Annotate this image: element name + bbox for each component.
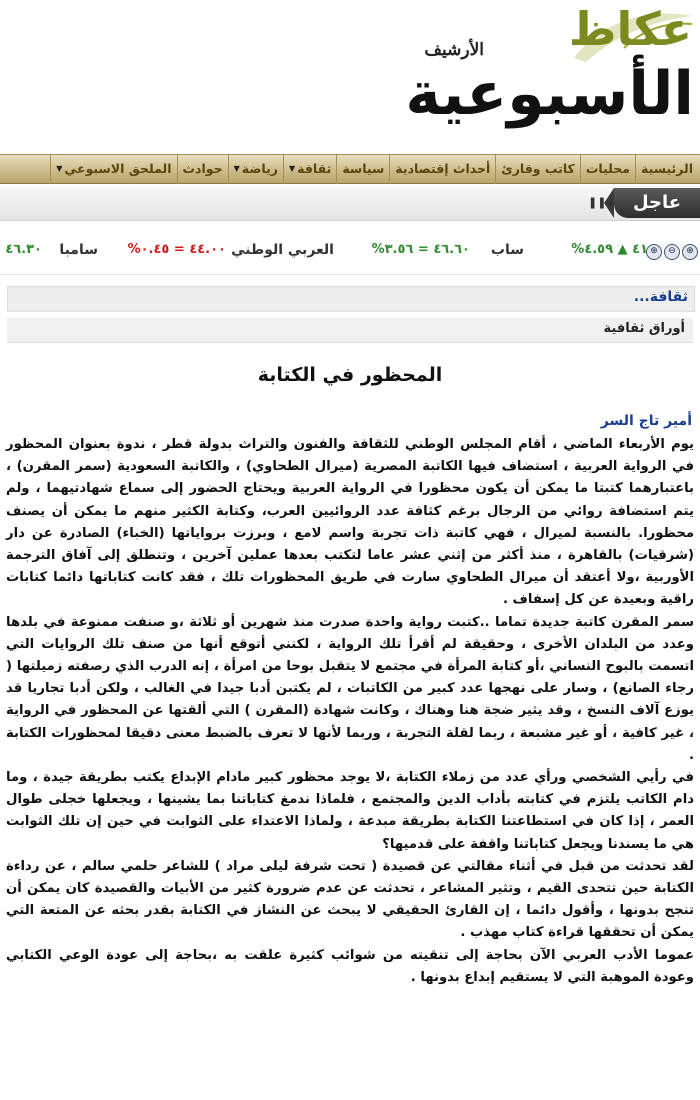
ticker-prev-icon[interactable]: ⊕: [646, 244, 662, 260]
article-paragraph: يوم الأربعاء الماضي ، أقام المجلس الوطني للثقافة والفنون والتراث بدولة قطر ، ندوة بعنوان المحظور في الرواية العربية ، استضاف فيها الكاتبة المصرية (ميرال الطحاوي) ، والكاتبة السعودية (سمر المقرن) ، باعتبارهما كتبتا ما يمكن أن يكون محظورا في الرواية العربية ويحتاج الحضور إلى سماع شهادتيهما ، ولم يتم استضافة روائي من الرجال برغم كثافة عدد الروائيين العرب، وكتابة الكثير منهم ما يمكن أن يصنف محظورا. بالنسبة لميرال ، فهي كاتبة ذات تجربة واسم لامع ، وبرزت برواياتها (الخباء) الصادرة عن دار (شرقيات) بالقاهرة ، منذ أكثر من إثني عشر عاما لتكتب بعدها عملين آخرين ، وتنطلق إلى آفاق الترجمة الأوربية ،ولا أعتقد أن ميرال الطحاوي سارت في طريق المحظورات تلك ، فقد كانت كتاباتها دائما كتابات راقية وبعيدة عن كل إسفاف .: [6, 437, 694, 608]
nav-item-sports[interactable]: [228, 154, 283, 184]
subsection-title: أوراق ثقافية: [603, 321, 685, 336]
nav-item-label: أحداث إقتصادية: [395, 161, 491, 176]
section-header: [7, 286, 695, 312]
breaking-label: عاجل: [614, 188, 700, 218]
nav-item-label: ثقافة: [297, 161, 332, 176]
article-paragraph: لقد تحدثت من قبل في أثناء مقالتي عن قصيدة ( تحت شرفة ليلى مراد ) للشاعر حلمي سالم ، عن رداءة الكتابة حين تتحدى القيم ، وتثير المشاعر ، تحدثت عن عدم ضرورة كثير من الأبيات والقصيدة كان يمكن أن تنجح بدونها ، وأقول دائما ، إن القارئ الحقيقي لا يبحث عن النشاز في الكتابة بقدر بحثه عن المتعة التي يمكن أن تحققها قراءة كتاب مهذب .: [6, 858, 694, 941]
ticker-name-samba[interactable]: سامبا: [59, 242, 98, 258]
dropdown-arrow-icon: ▼: [56, 164, 63, 173]
logo-weekly-text: الأسبوعية: [405, 59, 694, 129]
article-title: المحظور في الكتابة: [257, 364, 443, 386]
ticker-value: ٤٦.٣٠: [5, 242, 42, 257]
nav-item-incidents[interactable]: [177, 154, 228, 184]
ticker-controls: [646, 244, 698, 260]
masthead: [0, 0, 700, 152]
nav-item-home[interactable]: [635, 154, 698, 184]
subsection-header: [7, 318, 693, 343]
logo-okaz-text: عكاظ: [568, 2, 692, 56]
ticker-value: ٤٤.٠٠ = ٠.٤٥%: [127, 242, 226, 257]
stock-ticker: [0, 234, 700, 275]
dropdown-arrow-icon: ▼: [233, 164, 240, 173]
nav-item-writer-reader[interactable]: [495, 154, 580, 184]
ticker-pause-icon[interactable]: ⊖: [664, 244, 680, 260]
nav-item-label: الملحق الاسبوعي: [64, 161, 172, 176]
nav-item-label: سياسة: [342, 161, 385, 176]
nav-item-label: رياضة: [241, 161, 279, 176]
main-nav: [0, 154, 700, 184]
ticker-name-sab[interactable]: ساب: [490, 242, 524, 258]
nav-item-culture[interactable]: [283, 154, 336, 184]
logo-archive-text: الأرشيف: [424, 40, 484, 60]
ticker-next-icon[interactable]: ⊕: [682, 244, 698, 260]
dropdown-arrow-icon: ▼: [289, 164, 296, 173]
nav-item-politics[interactable]: [336, 154, 389, 184]
ticker-name-arab-national[interactable]: العربي الوطني: [231, 242, 334, 258]
section-title[interactable]: ثقافة...: [633, 289, 688, 305]
article-author[interactable]: أمير تاج السر: [600, 413, 692, 429]
article-paragraph: عموما الأدب العربي الآن بحاجة إلى تنقيته من شوائب كثيرة علقت به ،بحاجة إلى عودة الوعي الكتابي وعودة الموهبة التي لا يستقيم إبداع بدونها .: [6, 947, 694, 985]
breaking-news-bar: [0, 186, 700, 221]
nav-item-local[interactable]: [580, 154, 635, 184]
pause-icon[interactable]: ◂❚❚: [588, 196, 612, 209]
nav-item-label: حوادث: [182, 161, 223, 176]
ticker-value: ٤٦.٦٠ = ٣.٥٦%: [371, 242, 470, 257]
article-paragraph: في رأيي الشخصي ورأي عدد من زملاء الكتابة ،لا يوجد محظور كبير مادام الإبداع يكتب بطريقة جيدة ، وما دام الكاتب يلتزم في كتابته بأداب الدين والمجتمع ، فلماذا ندمغ كتاباتنا بما يشينها ، ويجعلها خجلى طوال العمر ، إذا كان في استطاعتنا الكتابة بطريقة مبدعة ، ولماذا الاعتداء على الثوابت في حين إن تلك الثوابت هي ما يسندنا ويجعل كتاباتنا واقفة على قدميها؟: [6, 770, 694, 852]
article-body: [6, 434, 694, 989]
article-paragraph: سمر المقرن كاتبة جديدة تماما ..كتبت رواية واحدة صدرت منذ شهرين أو ثلاثة ،و صنفت ممنوعة في بلدها وعدد من البلدان الأخرى ، وحقيقة لم أقرأ تلك الرواية ، لكنني أتوقع أنها من صنف تلك الروايات التي اتسمت بالبوح النساني ،أو كتابة المرأة في مجتمع لا يتقبل بوحا من امرأة ، إنه الدرب الذي رصفته زميلتها ( رجاء الصانع) ، وسار على نهجها عدد كبير من الكاتبات ، لم يكتبن أدبا جيدا في الغالب ، ولكن أدبا تجاريا قد يوزع آلاف النسخ ، وقد يثير ضجة هنا وهناك ، وكانت شهادة (المقرن ) التي ألقتها عن المحظور في الرواية ، غير كافية ، أو غير مشبعة ، ربما لقلة التجربة ، وربما لأنها لا تعرف بالضبط معنى دقيقا لمحظورات الكتابة .: [6, 614, 694, 763]
site-logo[interactable]: [364, 2, 694, 146]
nav-item-weekly-supplement[interactable]: [50, 154, 176, 184]
nav-item-label: الرئيسية: [641, 161, 693, 176]
ticker-value: ٤١ ▲ ٤.٥٩%: [571, 242, 648, 257]
nav-item-economy[interactable]: [389, 154, 495, 184]
nav-item-label: محليات: [585, 161, 631, 176]
nav-item-label: كاتب وقارئ: [501, 161, 575, 176]
